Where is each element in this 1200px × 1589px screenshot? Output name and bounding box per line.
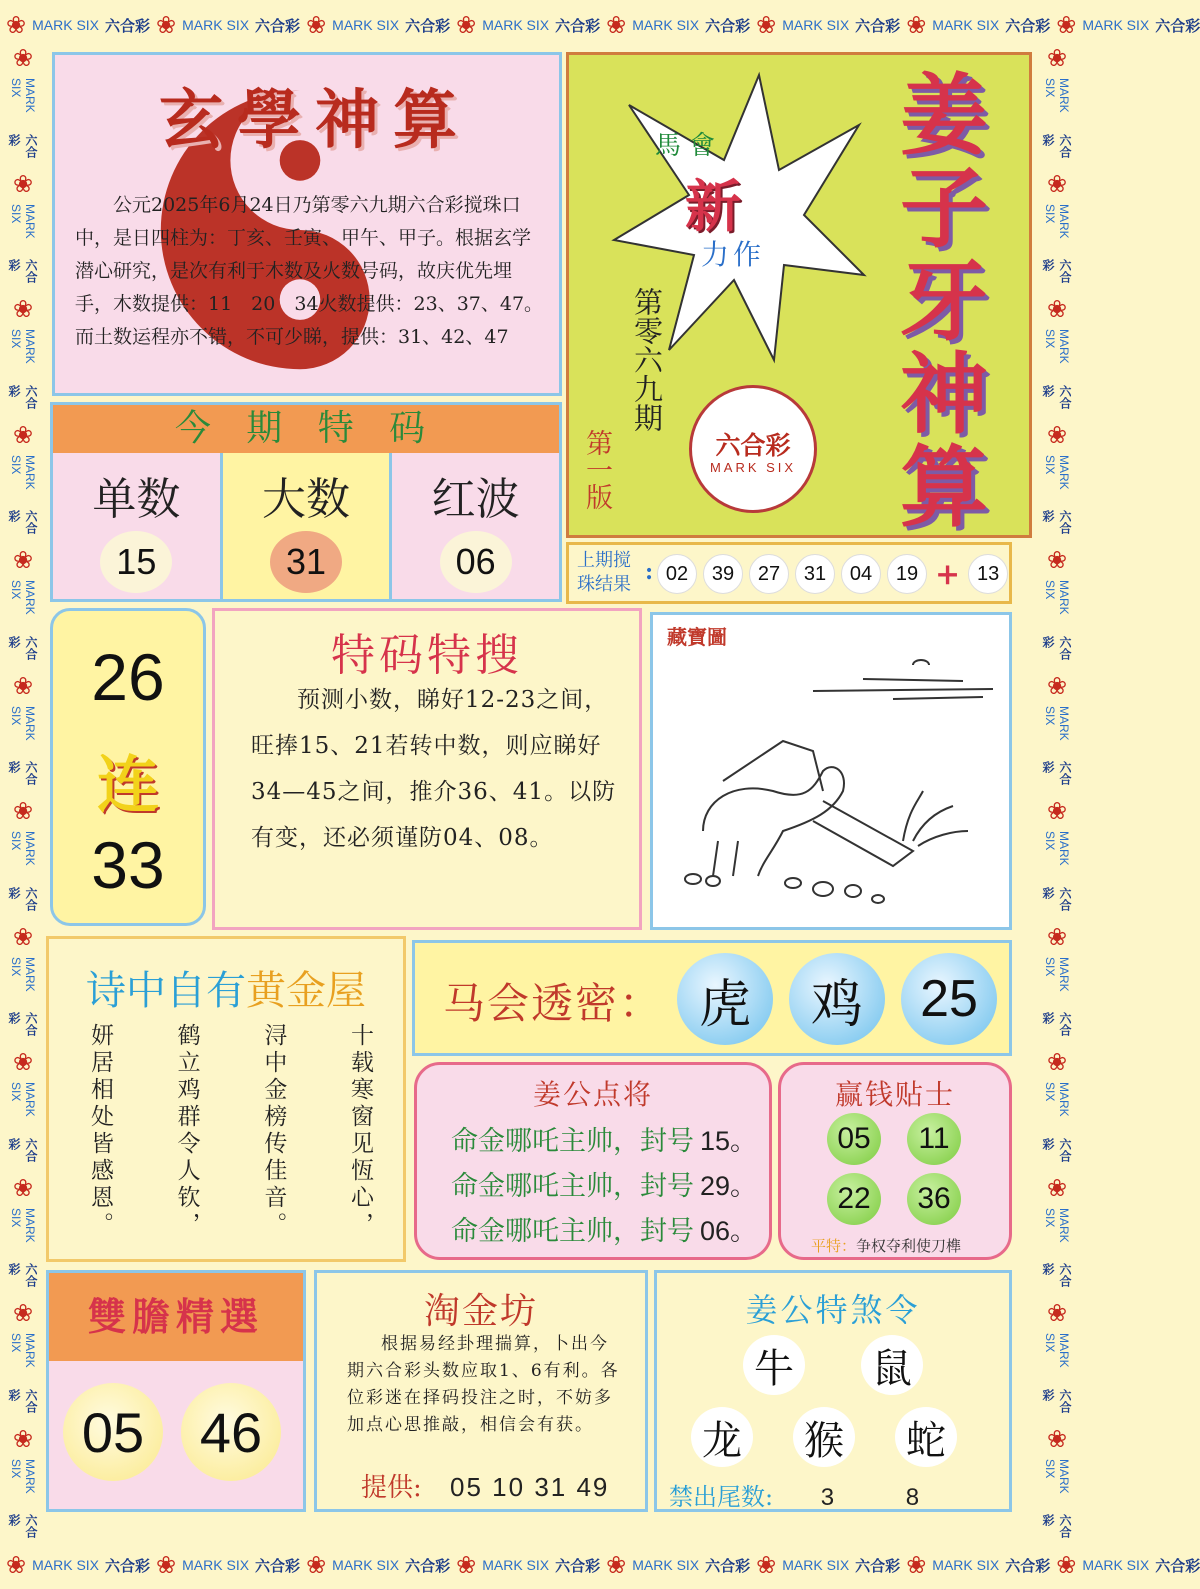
border-text-b: 六合彩	[405, 1556, 451, 1575]
shaling-ban-b: 8	[905, 1484, 920, 1511]
border-text-b: 六合彩	[7, 1012, 38, 1037]
mahui-ball: 25	[901, 953, 997, 1045]
border-text-a: MARK SIX	[932, 1557, 1000, 1573]
shaling-zodiac: 猴	[793, 1407, 855, 1467]
taojin-panel	[314, 1270, 648, 1512]
border-text-a: MARK SIX	[1043, 580, 1071, 615]
border-text-a: MARK SIX	[932, 17, 1000, 33]
xuanxue-panel	[52, 52, 562, 396]
border-flower-icon: ❀	[1056, 1551, 1077, 1579]
border-text-a: MARK SIX	[9, 831, 37, 866]
marksix-logo	[689, 385, 817, 513]
border-text-a: MARK SIX	[9, 1333, 37, 1368]
star-top: 馬會	[655, 131, 724, 161]
mahui-balls	[677, 953, 997, 1045]
border-text-b: 六合彩	[555, 1556, 601, 1575]
dianjiang-lines	[451, 1119, 761, 1254]
tieshi-ball: 22	[827, 1173, 881, 1225]
border-text-b: 六合彩	[7, 510, 38, 535]
tieshi-ball: 11	[907, 1113, 961, 1165]
border-right	[1038, 46, 1076, 1544]
border-flower-icon: ❀	[1046, 922, 1068, 951]
border-flower-icon: ❀	[1046, 671, 1068, 700]
border-text-a: MARK SIX	[632, 17, 700, 33]
border-text-b: 六合彩	[1155, 16, 1200, 35]
tema-cells	[53, 453, 559, 599]
border-text-a: MARK SIX	[182, 17, 250, 33]
tema-cell-label: 大数	[262, 474, 350, 525]
masthead-title	[859, 64, 1029, 539]
border-text-a: MARK SIX	[9, 580, 37, 615]
border-text-a: MARK SIX	[1043, 831, 1071, 866]
shuangdan-ball: 05	[63, 1383, 163, 1481]
border-text-b: 六合彩	[7, 259, 38, 284]
shaling-ban-label: 禁出尾数:	[669, 1483, 774, 1511]
results-balls	[657, 554, 1008, 594]
dianjiang-line-text: 命金哪吒主帅，封号	[451, 1216, 694, 1247]
border-text-a: MARK SIX	[32, 17, 100, 33]
border-flower-icon: ❀	[12, 420, 34, 449]
shaling-row2	[691, 1407, 957, 1467]
poem-column: 十载寒窗见恆心，	[346, 1023, 373, 1239]
border-flower-icon: ❀	[12, 1424, 34, 1453]
mahui-ball: 鸡	[789, 953, 885, 1045]
dianjiang-line	[451, 1119, 761, 1164]
poem-column: 浔中金榜传佳音。	[260, 1023, 287, 1239]
border-text-a: MARK SIX	[782, 17, 850, 33]
tema-cell-ball: 31	[270, 531, 342, 593]
border-text-a: MARK SIX	[1043, 454, 1071, 490]
border-text-b: 六合彩	[7, 1388, 38, 1413]
border-flower-icon: ❀	[12, 797, 34, 825]
treasure-drawing	[663, 651, 1003, 921]
border-text-a: MARK SIX	[782, 1557, 850, 1573]
result-ball: 02	[657, 554, 697, 594]
border-flower-icon: ❀	[12, 922, 34, 951]
border-text-a: MARK SIX	[1082, 1557, 1150, 1573]
border-text-a: MARK SIX	[332, 17, 400, 33]
shaling-ban	[669, 1477, 919, 1512]
border-text-a: MARK SIX	[9, 329, 37, 364]
results-bar	[566, 542, 1012, 604]
tema-cell-ball: 15	[100, 531, 172, 593]
tieshi-note-label: 平特：	[811, 1237, 857, 1255]
border-text-b: 六合彩	[1041, 1514, 1072, 1539]
border-flower-icon: ❀	[906, 11, 927, 39]
border-text-b: 六合彩	[105, 16, 151, 35]
logo-cn: 六合彩	[715, 431, 791, 460]
border-flower-icon: ❀	[306, 1551, 327, 1579]
border-text-a: MARK SIX	[9, 1082, 37, 1117]
border-text-b: 六合彩	[1041, 133, 1072, 158]
shaling-zodiac: 龙	[691, 1407, 753, 1467]
border-flower-icon: ❀	[12, 169, 34, 198]
border-text-a: MARK SIX	[182, 1557, 250, 1573]
border-text-a: MARK SIX	[1043, 1458, 1071, 1494]
border-text-a: MARK SIX	[1082, 17, 1150, 33]
tema-panel	[50, 402, 562, 602]
border-text-b: 六合彩	[7, 1137, 38, 1162]
shaling-zodiac: 鼠	[861, 1335, 923, 1395]
border-text-a: MARK SIX	[1043, 78, 1071, 113]
border-flower-icon: ❀	[1046, 1424, 1068, 1453]
tieshi-ball: 05	[827, 1113, 881, 1165]
poem-column: 妍居相处皆感恩。	[87, 1023, 113, 1239]
border-text-b: 六合彩	[1041, 1012, 1072, 1037]
tieshi-title: 赢钱贴士	[834, 1078, 955, 1111]
border-text-b: 六合彩	[705, 1556, 751, 1575]
border-text-a: MARK SIX	[1043, 1082, 1071, 1117]
border-flower-icon: ❀	[1046, 1299, 1068, 1327]
tema-cell-label: 单数	[92, 474, 181, 525]
border-flower-icon: ❀	[12, 671, 34, 700]
dianjiang-line-num: 29。	[700, 1171, 758, 1201]
tieshi-balls	[827, 1113, 977, 1225]
border-text-b: 六合彩	[405, 16, 451, 35]
border-text-b: 六合彩	[555, 16, 601, 35]
tieshi-ball: 36	[907, 1173, 961, 1225]
border-text-a: MARK SIX	[1043, 705, 1071, 741]
border-text-a: MARK SIX	[482, 1557, 550, 1573]
results-label: 上期搅珠结果	[577, 550, 631, 595]
border-text-a: MARK SIX	[9, 956, 37, 992]
tema-cell-ball: 06	[440, 531, 512, 593]
border-text-b: 六合彩	[1041, 510, 1072, 535]
border-text-b: 六合彩	[705, 16, 751, 35]
border-flower-icon: ❀	[1046, 420, 1068, 449]
border-text-a: MARK SIX	[632, 1557, 700, 1573]
border-flower-icon: ❀	[1046, 44, 1068, 72]
border-text-b: 六合彩	[7, 384, 38, 409]
poem-panel	[46, 936, 406, 1262]
border-text-a: MARK SIX	[9, 78, 37, 113]
border-text-a: MARK SIX	[9, 1458, 37, 1494]
dianjiang-line-num: 15。	[700, 1126, 758, 1156]
border-text-b: 六合彩	[255, 1556, 301, 1575]
masthead-title-char: 牙	[899, 250, 988, 353]
border-flower-icon: ❀	[1046, 546, 1068, 574]
xuanxue-title: 玄學神算	[159, 83, 471, 158]
border-text-a: MARK SIX	[1043, 1207, 1071, 1243]
border-flower-icon: ❀	[306, 11, 327, 39]
shuangdan-panel	[46, 1270, 306, 1512]
tema-header: 今 期 特 码	[53, 405, 559, 453]
masthead-panel	[566, 52, 1032, 538]
poem-columns	[85, 1023, 375, 1243]
tema-cell-label: 红波	[431, 474, 520, 525]
taojin-title: 淘金坊	[423, 1291, 538, 1332]
shuangdan-ball: 46	[181, 1383, 281, 1481]
border-text-b: 六合彩	[1005, 1556, 1051, 1575]
border-bottom	[0, 1544, 1200, 1586]
border-text-b: 六合彩	[7, 635, 38, 660]
tesou-panel	[212, 608, 642, 930]
border-flower-icon: ❀	[756, 1551, 777, 1579]
border-flower-icon: ❀	[156, 1551, 177, 1579]
lian-mid: 连	[96, 748, 159, 821]
xuanxue-body: 公元2025年6月24日乃第零六九期六合彩搅珠口中，是日四柱为：丁亥、壬寅、甲午、甲子。根据玄学潜心研究，是次有利于木数及火数号码，故庆优先埋手，木数提供：11 20 34火数提供：23、37、47。而土数运程亦不错，不可少睇，提供：31、42、47	[75, 194, 544, 348]
border-text-a: MARK SIX	[9, 203, 37, 239]
shaling-row1	[743, 1335, 923, 1395]
tieshi-note-text: 争权夺利使刀榫	[856, 1237, 962, 1255]
results-colon: :	[645, 559, 654, 585]
lian-top: 26	[91, 640, 165, 714]
border-text-a: MARK SIX	[1043, 1333, 1071, 1368]
border-flower-icon: ❀	[12, 1299, 34, 1327]
border-text-b: 六合彩	[1041, 384, 1072, 409]
border-flower-icon: ❀	[1046, 797, 1068, 825]
results-plus: +	[935, 556, 961, 592]
border-text-b: 六合彩	[855, 1556, 901, 1575]
lian-bot: 33	[91, 828, 165, 902]
border-flower-icon: ❀	[12, 1048, 34, 1076]
border-flower-icon: ❀	[6, 11, 27, 39]
masthead-title-char: 神	[899, 343, 988, 446]
dianjiang-line-num: 06。	[700, 1216, 758, 1246]
border-flower-icon: ❀	[12, 1173, 34, 1202]
shaling-zodiac: 蛇	[895, 1407, 957, 1467]
masthead-title-char: 算	[899, 436, 988, 539]
border-flower-icon: ❀	[1046, 1173, 1068, 1202]
border-flower-icon: ❀	[456, 1551, 477, 1579]
border-text-b: 六合彩	[1041, 886, 1072, 911]
result-ball: 39	[703, 554, 743, 594]
result-ball: 27	[749, 554, 789, 594]
border-text-b: 六合彩	[1041, 761, 1072, 786]
result-ball: 04	[841, 554, 881, 594]
border-text-b: 六合彩	[1005, 16, 1051, 35]
poem-title-b: 黄金屋	[246, 968, 366, 1014]
border-flower-icon: ❀	[456, 11, 477, 39]
border-text-b: 六合彩	[1041, 1388, 1072, 1413]
shuangdan-title: 雙膽精選	[49, 1273, 303, 1361]
masthead-title-char: 子	[899, 157, 988, 260]
shaling-ban-a: 3	[820, 1484, 835, 1511]
tieshi-panel	[778, 1062, 1012, 1260]
border-text-b: 六合彩	[255, 16, 301, 35]
border-text-b: 六合彩	[7, 1263, 38, 1288]
border-flower-icon: ❀	[12, 546, 34, 574]
lian-panel	[50, 608, 206, 926]
tieshi-note	[811, 1235, 961, 1256]
border-flower-icon: ❀	[6, 1551, 27, 1579]
border-flower-icon: ❀	[1046, 169, 1068, 198]
border-text-a: MARK SIX	[482, 17, 550, 33]
taojin-provide-numbers: 05 10 31 49	[450, 1472, 610, 1502]
border-flower-icon: ❀	[606, 1551, 627, 1579]
mahui-panel	[412, 940, 1012, 1056]
border-text-b: 六合彩	[7, 1514, 38, 1539]
border-top	[0, 4, 1200, 46]
border-text-a: MARK SIX	[1043, 956, 1071, 992]
treasure-title: 藏寶圖	[667, 625, 727, 649]
poem-title	[49, 959, 403, 1016]
border-flower-icon: ❀	[12, 44, 34, 72]
border-text-b: 六合彩	[7, 133, 38, 158]
border-left	[4, 46, 42, 1544]
border-text-a: MARK SIX	[1043, 329, 1071, 364]
shuangdan-balls	[63, 1383, 281, 1481]
border-flower-icon: ❀	[906, 1551, 927, 1579]
taojin-body: 根据易经卦理揣算，卜出今期六合彩头数应取1、6有利。各位彩迷在择码投注之时，不妨多加点心思推敲，相信会有获。	[347, 1334, 620, 1435]
dianjiang-line-text: 命金哪吒主帅，封号	[451, 1126, 694, 1157]
dianjiang-line	[451, 1164, 761, 1209]
border-text-a: MARK SIX	[332, 1557, 400, 1573]
border-text-a: MARK SIX	[9, 705, 37, 741]
border-text-b: 六合彩	[7, 886, 38, 911]
dianjiang-title: 姜公点将	[532, 1078, 653, 1111]
border-text-b: 六合彩	[105, 1556, 151, 1575]
dianjiang-line	[451, 1209, 761, 1254]
taojin-provide	[361, 1467, 609, 1504]
border-text-b: 六合彩	[7, 761, 38, 786]
mahui-ball: 虎	[677, 953, 773, 1045]
border-text-b: 六合彩	[1041, 635, 1072, 660]
shaling-zodiac: 牛	[743, 1335, 805, 1395]
treasure-panel	[650, 612, 1012, 930]
tesou-title: 特码特搜	[331, 630, 523, 681]
border-text-a: MARK SIX	[9, 454, 37, 490]
result-ball: 19	[887, 554, 927, 594]
tesou-body: 预测小数，睇好12-23之间，旺捧15、21若转中数，则应睇好34—45之间，推介36、41。以防有变，还必须谨防04、08。	[251, 687, 617, 851]
masthead-title-char: 姜	[899, 64, 988, 167]
tema-cell	[223, 453, 393, 599]
taojin-provide-label: 提供:	[361, 1473, 422, 1503]
border-flower-icon: ❀	[1046, 1048, 1068, 1076]
issue-number: 第零六九期	[630, 287, 664, 432]
border-flower-icon: ❀	[1046, 295, 1068, 323]
poem-title-a: 诗中自有	[86, 968, 246, 1014]
poem-column: 鹤立鸡群令人钦，	[173, 1023, 200, 1239]
border-flower-icon: ❀	[756, 11, 777, 39]
result-ball-special: 13	[968, 554, 1008, 594]
dianjiang-panel	[414, 1062, 772, 1260]
edition: 第一版	[581, 429, 612, 510]
result-ball: 31	[795, 554, 835, 594]
tema-cell	[53, 453, 223, 599]
border-flower-icon: ❀	[156, 11, 177, 39]
border-text-b: 六合彩	[1155, 1556, 1200, 1575]
star-mid: 新	[685, 174, 741, 240]
border-flower-icon: ❀	[1056, 11, 1077, 39]
border-text-b: 六合彩	[855, 16, 901, 35]
border-text-a: MARK SIX	[1043, 203, 1071, 239]
shaling-title: 姜公特煞令	[745, 1291, 921, 1329]
star-bot: 力作	[701, 238, 766, 271]
border-flower-icon: ❀	[12, 295, 34, 323]
mahui-label: 马会透密：	[443, 979, 664, 1028]
border-text-b: 六合彩	[1041, 259, 1072, 284]
tema-cell	[392, 453, 559, 599]
shaling-panel	[654, 1270, 1012, 1512]
border-text-b: 六合彩	[1041, 1263, 1072, 1288]
border-flower-icon: ❀	[606, 11, 627, 39]
dianjiang-line-text: 命金哪吒主帅，封号	[451, 1171, 694, 1202]
logo-en: MARK SIX	[709, 460, 797, 475]
border-text-b: 六合彩	[1041, 1137, 1072, 1162]
border-text-a: MARK SIX	[32, 1557, 100, 1573]
border-text-a: MARK SIX	[9, 1207, 37, 1243]
